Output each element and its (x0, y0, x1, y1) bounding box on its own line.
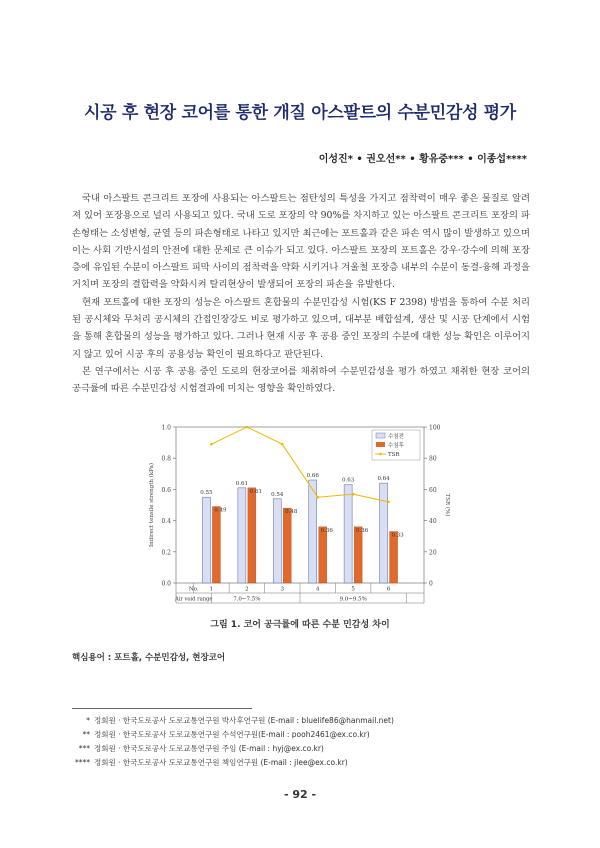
bar-수침후 (248, 488, 256, 583)
bar-수침전 (344, 485, 352, 583)
bar-data-label: 0.66 (306, 473, 319, 480)
legend-swatch-tsr-point (379, 453, 382, 456)
tsr-point (210, 443, 213, 446)
x-tick-label: 1 (209, 586, 214, 593)
bar-data-label: 0.54 (271, 491, 284, 498)
tsr-point (316, 496, 319, 499)
footnote-4 (72, 756, 532, 770)
tsr-point (387, 501, 390, 504)
footnote-text: 정회원 · 한국도로공사 도로교통연구원 책임연구원 (E-mail : jlee@ex.co.kr) (94, 758, 348, 767)
keywords: 핵심용어 : 포트홀, 수분민감성, 현장코어 (72, 653, 226, 663)
footnote-mark: **** (75, 758, 90, 767)
bar-수침후 (319, 527, 327, 583)
y2-tick-label: 0 (429, 580, 433, 588)
paragraph-2: 현재 포트홀에 대한 포장의 성능은 아스팔트 혼합물의 수분민감성 시험(KS F 2398) 방법을 통하여 수분 처리된 공시체와 무처리 공시체의 간접인장강도 비로 평가하고 있으며, 대부분 배합설계, 생산 및 시공 단계에서 시험을 통해 혼합물의 성능을 평가하고 있다. 그러나 현재 시공 후 공용 중인 포장의 수분에 대한 성능 확인은 이루어지지 않고 있어 시공 후의 공용성능 확인이 필요하다고 판단된다. (72, 296, 530, 360)
y2-tick-label: 60 (429, 486, 437, 494)
footnote-mark: *** (78, 744, 90, 753)
y-tick-label: 0.6 (161, 486, 171, 494)
bar-수침전 (202, 497, 210, 583)
x-tick-label: 5 (351, 586, 355, 593)
paper-title: 시공 후 현장 코어를 통한 개질 아스팔트의 수분민감성 평가 (84, 103, 516, 123)
bar-수침후 (283, 508, 291, 583)
y-axis-label: Indirect tensile strength (kPa) (149, 462, 155, 548)
figure-1-chart (140, 420, 460, 615)
x-tick-label: 6 (386, 586, 391, 593)
footnote-2 (72, 728, 532, 742)
legend-label: TSR (388, 452, 400, 458)
x-tick-label: 4 (315, 586, 320, 593)
footnote-divider (72, 708, 252, 709)
paragraph-3: 본 연구에서는 시공 후 공용 중인 도로의 현장코어를 채취하여 수분민감성을 평가 하였고 채취한 현장 코어의 공극률에 따른 수분민감성 시험결과에 미치는 영향을 확인하였다. (72, 365, 530, 395)
y-tick-label: 0.4 (161, 518, 171, 526)
figure-caption: 그림 1. 코어 공극률에 따른 수분 민감성 차이 (210, 620, 390, 630)
bar-data-label: 0.64 (377, 476, 390, 483)
bar-data-label: 0.61 (235, 480, 248, 487)
bar-data-label: 0.48 (285, 509, 298, 516)
bar-수침전 (380, 483, 388, 583)
y-tick-label: 0.0 (161, 580, 171, 588)
bar-수침후 (390, 532, 398, 583)
legend-swatch-수침후 (376, 442, 385, 447)
x-tick-label: 3 (280, 586, 285, 593)
y2-tick-label: 80 (429, 455, 437, 463)
legend-swatch-수침전 (376, 433, 385, 438)
bar-data-label: 0.36 (320, 527, 333, 534)
bar-data-label: 0.61 (249, 488, 262, 495)
legend-label: 수침전 (388, 434, 404, 440)
tsr-point (246, 426, 249, 429)
footnotes (72, 714, 532, 770)
air-void-group-label: 7.0~7.5% (233, 596, 261, 603)
y2-tick-label: 20 (429, 549, 437, 557)
bar-data-label: 0.55 (200, 490, 213, 497)
bar-수침전 (273, 499, 281, 583)
bar-data-label: 0.49 (214, 507, 227, 514)
y-tick-label: 0.2 (161, 549, 171, 557)
y2-tick-label: 40 (429, 518, 437, 526)
legend-label: 수침후 (388, 443, 404, 449)
y2-tick-label: 100 (429, 424, 441, 432)
y-tick-label: 1.0 (161, 424, 171, 432)
air-void-group-label: 9.0~9.5% (339, 596, 367, 603)
y2-axis-label: TSR (%) (444, 493, 450, 517)
footnote-text: 정회원 · 한국도로공사 도로교통연구원 박사후연구원 (E-mail : bluelife86@hanmail.net) (94, 716, 394, 725)
paragraph-1: 국내 아스팔트 콘크리트 포장에 사용되는 아스팔트는 점탄성의 특성을 가지고 점착력이 매우 좋은 물질로 알려져 있어 포장용으로 널리 사용되고 있다. 국내 도로 포장의 약 90%를 차지하고 있는 아스팔트 콘크리트 포장의 파손형태는 소성변형, 균열 등의 파손형태로 나타고 있지만 최근에는 포트홀과 같은 파손 역시 많이 발생하고 있으며 이는 사회 기반시설의 안전에 대한 문제로 큰 이슈가 되고 있다. 아스팔트 포장의 포트홀은 강우·강수에 의해 포장층에 유입된 수분이 아스팔트 피막 사이의 점착력을 약화 시키거나 겨울철 포장층 내부의 수분이 동결-융해 과정을 거치며 포장의 결합력을 약화시켜 탈리현상이 발생되어 포장의 파손을 유발한다. (72, 193, 530, 291)
bar-data-label: 0.36 (356, 527, 369, 534)
bar-수침후 (212, 507, 220, 583)
author-list: 이성진* • 권오선** • 황유중*** • 이종섭**** (318, 154, 527, 165)
bar-수침후 (354, 527, 362, 583)
chart-svg (140, 420, 460, 615)
bar-data-label: 0.63 (342, 477, 355, 484)
footnote-text: 정회원 · 한국도로공사 도로교통연구원 주임 (E-mail : hyj@ex.co.kr) (94, 744, 324, 753)
x-tick-label: 2 (245, 586, 249, 593)
tsr-point (352, 493, 355, 496)
bar-수침전 (309, 480, 317, 583)
page-number: - 92 - (283, 788, 317, 801)
tsr-point (281, 443, 284, 446)
footnote-1 (72, 714, 532, 728)
footnote-mark: ** (82, 730, 90, 739)
footnote-mark: * (86, 716, 90, 725)
air-void-row-label: Air void range (174, 596, 213, 603)
x-row-label: No. (188, 586, 199, 593)
abstract-body (72, 190, 530, 398)
footnote-3 (72, 742, 532, 756)
y-tick-label: 0.8 (161, 455, 171, 463)
footnote-text: 정회원 · 한국도로공사 도로교통연구원 수석연구원(E-mail : pooh2461@ex.co.kr) (94, 730, 370, 739)
bar-data-label: 0.33 (391, 532, 404, 539)
bar-수침전 (238, 488, 246, 583)
